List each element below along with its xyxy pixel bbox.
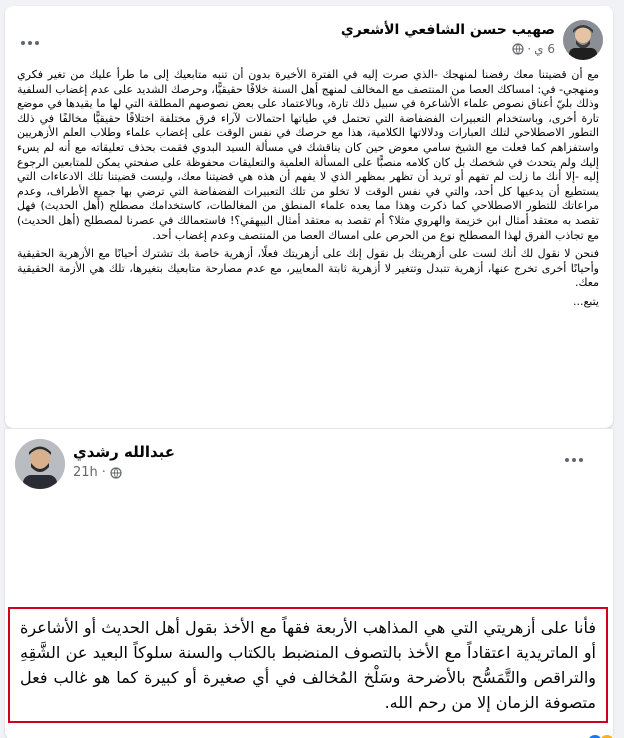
avatar-post1-author[interactable] bbox=[563, 20, 603, 60]
reactions-summary[interactable] bbox=[591, 734, 615, 738]
post-card-1 bbox=[5, 6, 613, 428]
post1-time[interactable]: 6 ي bbox=[534, 42, 555, 56]
post1-paragraph: مع أن قضيتنا معك رفضنا لمنهجك -الذي صرت إليه في الفترة الأخيرة بدون أن تنبه متابعيك إلى ما طرأ عليك من تغير فكري ومنهجي- في: امساكك العصا من المنتصف مع المخالف لمنهج أهل السنة خلافًا حقيقيًّا، وحرصك الشديد على عدم إغضاب السلفية وذلك بليّ أعناق نصوص علماء الأشاعرة في سبيل ذلك تارة، وبالاعتماد على بعض نصوصهم المطلقة التي لها ما يقيدها في موضع تارة أخرى، وباستخدام التعبيرات الفضفاضة التي تحتمل في طياتها احتمالات لآراء فرق مختلفة اختلافًا حقيقيًّا مخالفًا في ذلك التطور الاصطلاحي لتلك العبارات ودلالاتها الكلامية، هذا مع حرصك في نفس الوقت على إغضاب علماء وطلاب العلم الأزهريين واستفزاهم كما فعلت مع الشيخ سامي معوض حين كان يناقشك في مسألة السيد البدوي فقمت بحذف تعليقاته مع أنه لم يسء إليك ولم يتحدث في شخصك بل كان كلامه منصبًّا على المسألة العلمية والتعليقات محفوظة على صفحتي يمكن للمتابعين الرجوع إليه -إلا أنك ما زلت لم تفهم أو تريد أن تظهر بمظهر الذي لا يفهم أن هذه هي قضيتنا معك، وليست قضيتنا تلك الادعاءات التي يستطيع أن يدعيها كل أحد، والتي في نفس الوقت لا تخلو من تلك التعبيرات الفضفاضة التي ترضي بها جميع الأطراف، وعدم مراعاتك للتطور الاصطلاحي كما ذكرت وهذا مما يعده علماء المنطق من المغالطات، كاستخدامك مصطلح (أهل الحديث) فهل تقصد به معتقد أمثال ابن خزيمة والهروي مثلا؟ أم تقصد به معتقد أمثال البيهقي؟! فاستعمالك في عصرنا لمصطلح (أهل الحديث) مع تجاذب الفرق لهذا المصطلح نوع من الحرص على امساك العصا من المنتصف وعدم إغضاب أحد. bbox=[17, 68, 599, 242]
more-options-icon[interactable] bbox=[19, 36, 41, 50]
post-card-2 bbox=[5, 428, 613, 738]
post2-author-name[interactable]: عبدالله رشدي bbox=[73, 443, 176, 461]
post1-body bbox=[17, 68, 599, 314]
avatar-post2-author[interactable] bbox=[15, 439, 65, 489]
post1-author-name[interactable]: صهيب حسن الشافعي الأشعري bbox=[340, 22, 555, 38]
globe-icon bbox=[110, 467, 122, 479]
post1-continue-text: يتبع... bbox=[572, 294, 599, 308]
haha-reaction-icon bbox=[599, 734, 615, 738]
post1-meta: 6 ي · bbox=[512, 42, 555, 56]
post1-paragraph: فنحن لا نقول لك أنك لست على أزهريتك بل نقول إنك على أزهريتك فعلًا، أزهرية خاصة بك تشترك أحيانًا مع الأزهرية الحقيقية وأحيانًا أخرى تخرج عنها، أزهرية تتبدل وتتغير لا أزهرية ثابتة المعايير، مع عدم مصارحة متابعيك بتغيرها، تلك هي الأزمة الحقيقية معك. bbox=[17, 247, 599, 290]
post2-meta: 21h · bbox=[73, 465, 122, 480]
post2-time[interactable]: 21h bbox=[73, 465, 98, 480]
globe-icon bbox=[512, 43, 524, 55]
highlighted-quote: فأنا على أزهريتي التي هي المذاهب الأربعة فقهاً مع الأخذ بقول أهل الحديث أو الأشاعرة أو الماتريدية اعتقاداً مع الأخذ بالتصوف المنضبط بالكتاب والسنة سلوكاً البعيد عن الشَّقِهِ والتراقص والتَّمَسُّح بالأضرحة وسَلْخ المُخالف في أي صغيرة أو كبيرة كما هو غالب فعل متصوفة الزمان إلا من رحم الله. bbox=[8, 607, 608, 723]
more-options-icon[interactable] bbox=[563, 453, 585, 467]
